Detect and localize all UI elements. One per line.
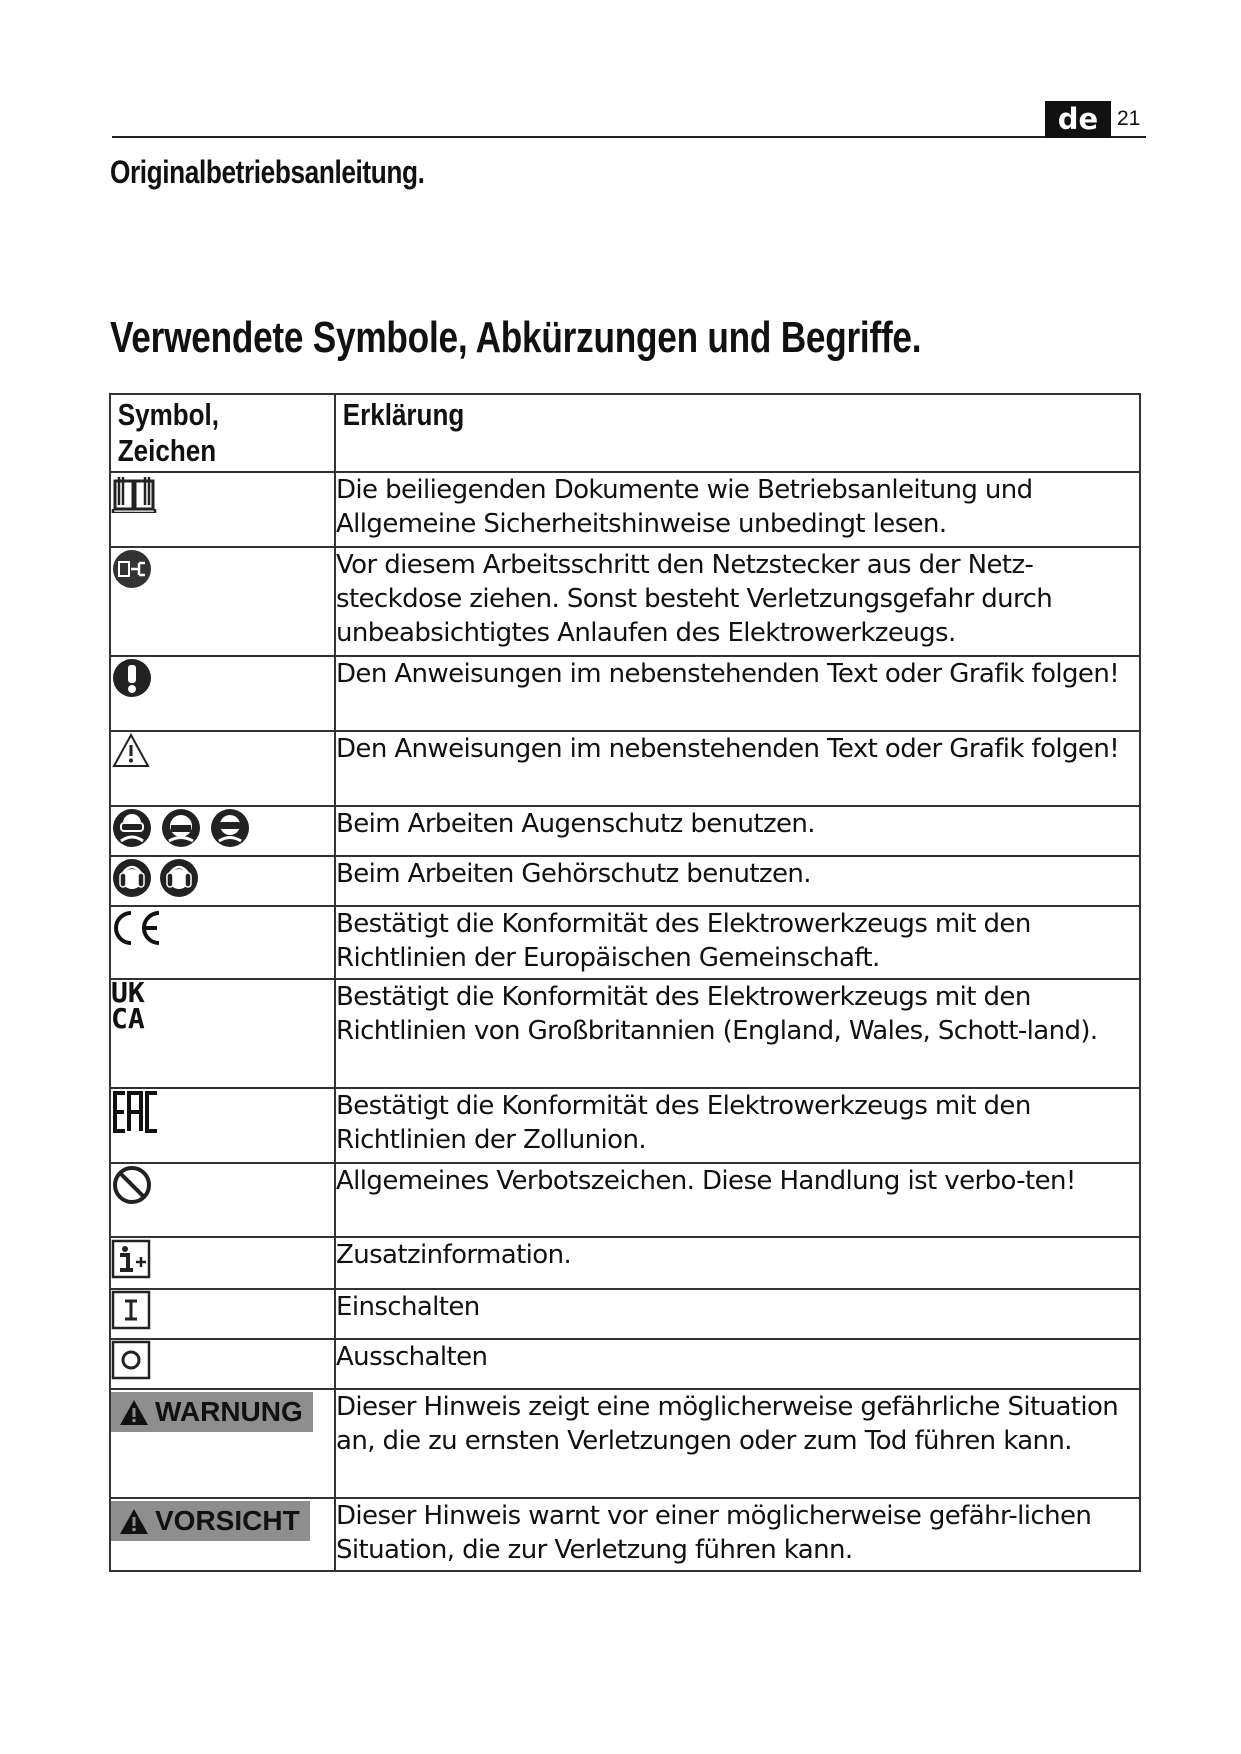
- eac-mark-icon: [111, 1089, 163, 1135]
- explanation-cell: Allgemeines Verbotszeichen. Diese Handlung ist verbo-ten!: [335, 1163, 1140, 1237]
- symbol-cell: [110, 856, 335, 906]
- symbol-cell: [110, 731, 335, 806]
- caution-label-icon: [119, 1508, 149, 1535]
- symbol-cell: [110, 656, 335, 731]
- explanation-cell: Beim Arbeiten Gehörschutz benutzen.: [335, 856, 1140, 906]
- ce-mark-icon: [111, 907, 167, 949]
- table-row: [110, 906, 1140, 979]
- table-row: [110, 656, 1140, 731]
- table-row: [110, 806, 1140, 856]
- power-off-icon: [111, 1340, 151, 1380]
- explanation-cell: Die beiliegenden Dokumente wie Betriebsanleitung und Allgemeine Sicherheitshinweise unbedingt lesen.: [335, 472, 1140, 547]
- table-row: [110, 856, 1140, 906]
- table-row: [110, 1339, 1140, 1389]
- symbol-cell: [110, 1289, 335, 1339]
- symbol-cell: [110, 1163, 335, 1237]
- table-row: [110, 1088, 1140, 1163]
- explanation-cell: Bestätigt die Konformität des Elektrowerkzeugs mit den Richtlinien von Großbritannien (England, Wales, Schott-land).: [335, 979, 1140, 1088]
- col-header-symbol: Symbol, Zeichen: [110, 394, 335, 472]
- symbol-cell: [110, 472, 335, 547]
- table-row: [110, 731, 1140, 806]
- symbols-table: [109, 393, 1141, 1572]
- explanation-cell: Dieser Hinweis zeigt eine möglicherweise gefährliche Situation an, die zu ernsten Verletzungen oder zum Tod führen kann.: [335, 1389, 1140, 1498]
- ear-protection-icon: [111, 857, 201, 899]
- unplug-icon: [111, 548, 153, 590]
- document-subtitle: Originalbetriebsanleitung.: [110, 154, 425, 190]
- table-row: [110, 1237, 1140, 1289]
- eye-protection-icon: [111, 807, 251, 849]
- language-badge: de: [1045, 101, 1111, 138]
- section-title: Verwendete Symbole, Abkürzungen und Begriffe.: [110, 313, 922, 362]
- warning-triangle-icon: [111, 732, 151, 770]
- symbol-cell: [110, 806, 335, 856]
- symbol-cell: [110, 547, 335, 656]
- symbol-cell: [110, 976, 335, 1088]
- read-manual-icon: [111, 473, 157, 513]
- warning-label: WARNUNG: [111, 1392, 313, 1432]
- symbol-cell: [110, 1389, 335, 1498]
- explanation-cell: Einschalten: [335, 1289, 1140, 1339]
- table-header-row: [110, 394, 1140, 472]
- mandatory-exclamation-icon: [111, 657, 153, 699]
- warning-label-icon: [119, 1399, 149, 1426]
- explanation-cell: Beim Arbeiten Augenschutz benutzen.: [335, 806, 1140, 856]
- explanation-cell: Den Anweisungen im nebenstehenden Text oder Grafik folgen!: [335, 731, 1140, 806]
- col-header-explanation: Erklärung: [335, 394, 1140, 472]
- explanation-cell: Dieser Hinweis warnt vor einer möglicherweise gefähr-lichen Situation, die zur Verletzung führen kann.: [335, 1498, 1140, 1571]
- info-plus-icon: [111, 1238, 151, 1280]
- table-row: [110, 547, 1140, 656]
- caution-label: VORSICHT: [111, 1501, 310, 1541]
- ukca-mark-icon: UK CA: [111, 976, 145, 1035]
- table-row: [110, 1498, 1140, 1571]
- explanation-cell: Den Anweisungen im nebenstehenden Text oder Grafik folgen!: [335, 656, 1140, 731]
- explanation-cell: Bestätigt die Konformität des Elektrowerkzeugs mit den Richtlinien der Europäischen Gemeinschaft.: [335, 906, 1140, 979]
- symbol-cell: [110, 1088, 335, 1163]
- table-row: [110, 1163, 1140, 1237]
- explanation-cell: Zusatzinformation.: [335, 1237, 1140, 1289]
- explanation-cell: Ausschalten: [335, 1339, 1140, 1389]
- symbol-cell: [110, 1237, 335, 1289]
- header-rule: [112, 136, 1146, 138]
- table-row: [110, 979, 1140, 1088]
- symbol-cell: [110, 1339, 335, 1389]
- explanation-cell: Vor diesem Arbeitsschritt den Netzstecker aus der Netz-steckdose ziehen. Sonst besteht Verletzungsgefahr durch unbeabsichtigtes Anlaufen des Elektrowerkzeugs.: [335, 547, 1140, 656]
- explanation-cell: Bestätigt die Konformität des Elektrowerkzeugs mit den Richtlinien der Zollunion.: [335, 1088, 1140, 1163]
- prohibition-icon: [111, 1164, 153, 1206]
- table-row: [110, 472, 1140, 547]
- table-row: [110, 1389, 1140, 1498]
- symbol-cell: [110, 906, 335, 979]
- power-on-icon: [111, 1290, 151, 1330]
- table-row: [110, 1289, 1140, 1339]
- page-number: 21: [1117, 107, 1141, 130]
- symbol-cell: [110, 1498, 335, 1571]
